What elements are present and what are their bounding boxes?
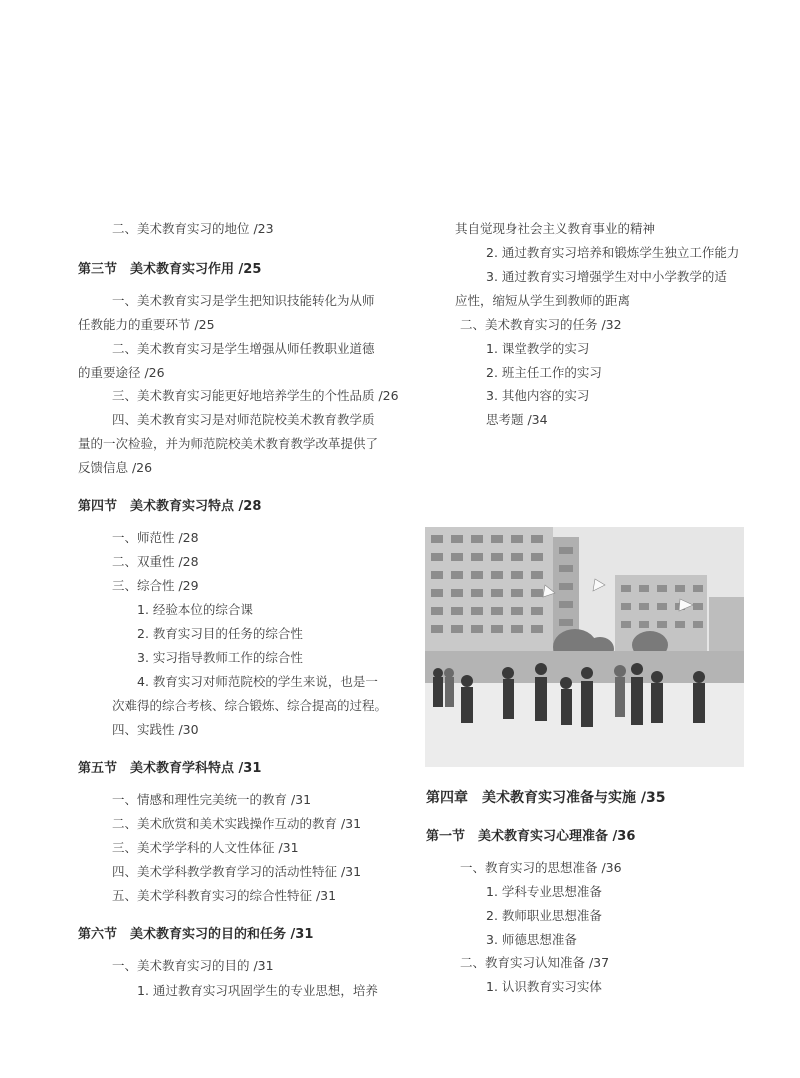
toc-entry: 3. 实习指导教师工作的综合性 — [137, 650, 303, 665]
toc-entry: 四、美术学科教学教育学习的活动性特征 /31 — [112, 864, 362, 879]
section-heading: 第一节 美术教育实习心理准备 /36 — [426, 829, 636, 844]
toc-entry: 二、美术教育实习的任务 /32 — [460, 317, 622, 332]
toc-entry: 的重要途径 /26 — [78, 365, 165, 380]
toc-entry: 二、美术欣赏和美术实践操作互动的教育 /31 — [112, 816, 362, 831]
toc-entry: 3. 师德思想准备 — [486, 932, 577, 947]
toc-entry: 思考题 /34 — [486, 412, 548, 427]
toc-entry: 三、美术教育实习能更好地培养学生的个性品质 /26 — [112, 388, 399, 403]
toc-entry: 一、美术教育实习的目的 /31 — [112, 958, 274, 973]
toc-entry: 1. 认识教育实习实体 — [486, 979, 602, 994]
toc-entry: 3. 其他内容的实习 — [486, 388, 590, 403]
toc-entry: 1. 学科专业思想准备 — [486, 884, 602, 899]
toc-entry: 一、情感和理性完美统一的教育 /31 — [112, 792, 312, 807]
toc-entry: 次难得的综合考核、综合锻炼、综合提高的过程。 — [112, 698, 388, 713]
toc-entry: 一、美术教育实习是学生把知识技能转化为从师 — [112, 293, 375, 308]
toc-entry: 2. 教育实习目的任务的综合性 — [137, 626, 303, 641]
toc-entry: 一、师范性 /28 — [112, 530, 199, 545]
toc-entry: 应性，缩短从学生到教师的距离 — [455, 293, 631, 308]
toc-entry: 一、教育实习的思想准备 /36 — [460, 860, 622, 875]
toc-entry: 其自觉现身社会主义教育事业的精神 — [455, 221, 656, 236]
toc-entry: 二、教育实习认知准备 /37 — [460, 955, 610, 970]
toc-entry: 3. 通过教育实习增强学生对中小学教学的适 — [486, 269, 727, 284]
toc-entry: 2. 班主任工作的实习 — [486, 365, 602, 380]
toc-entry: 2. 通过教育实习培养和锻炼学生独立工作能力 — [486, 245, 740, 260]
section-heading: 第三节 美术教育实习作用 /25 — [78, 262, 262, 277]
toc-entry: 任教能力的重要环节 /25 — [78, 317, 215, 332]
photo-children-flying-kites — [425, 527, 744, 767]
toc-entry: 四、实践性 /30 — [112, 722, 199, 737]
toc-entry: 2. 教师职业思想准备 — [486, 908, 602, 923]
toc-entry: 1. 通过教育实习巩固学生的专业思想，培养 — [137, 983, 378, 998]
toc-entry: 二、美术教育实习的地位 /23 — [112, 221, 274, 236]
toc-entry: 五、美术学科教育实习的综合性特征 /31 — [112, 888, 337, 903]
section-heading: 第六节 美术教育实习的目的和任务 /31 — [78, 927, 314, 942]
toc-entry: 二、美术教育实习是学生增强从师任教职业道德 — [112, 341, 375, 356]
toc-entry: 4. 教育实习对师范院校的学生来说，也是一 — [137, 674, 378, 689]
toc-entry: 四、美术教育实习是对师范院校美术教育教学质 — [112, 412, 375, 427]
toc-entry: 三、美术学学科的人文性体征 /31 — [112, 840, 299, 855]
toc-entry: 1. 课堂教学的实习 — [486, 341, 590, 356]
toc-entry: 1. 经验本位的综合课 — [137, 602, 253, 617]
toc-entry: 二、双重性 /28 — [112, 554, 199, 569]
chapter-heading: 第四章 美术教育实习准备与实施 /35 — [426, 790, 666, 806]
section-heading: 第四节 美术教育实习特点 /28 — [78, 499, 262, 514]
section-heading: 第五节 美术教育学科特点 /31 — [78, 761, 262, 776]
toc-entry: 量的一次检验，并为师范院校美术教育教学改革提供了 — [78, 436, 379, 451]
toc-entry: 三、综合性 /29 — [112, 578, 199, 593]
toc-entry: 反馈信息 /26 — [78, 460, 153, 475]
